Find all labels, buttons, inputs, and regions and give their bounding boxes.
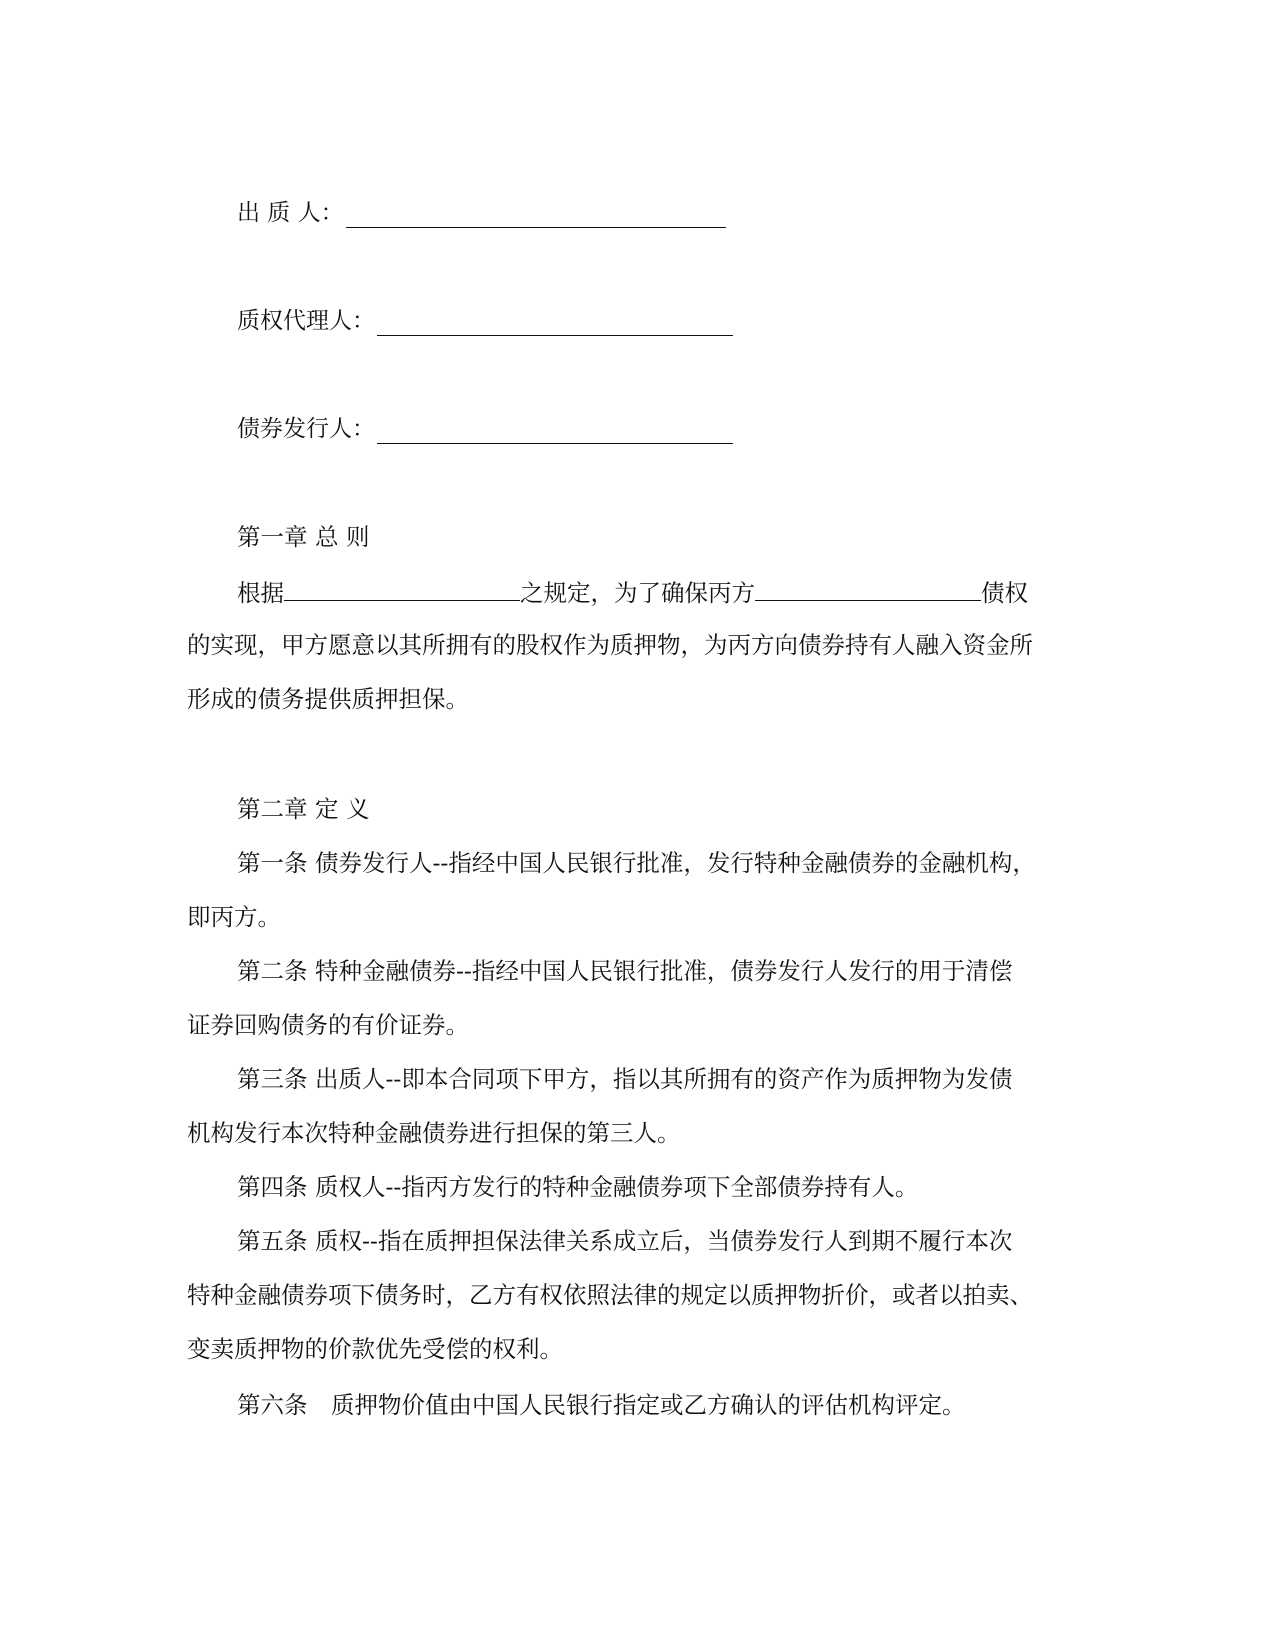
article3-line2: 机构发行本次特种金融债券进行担保的第三人。 xyxy=(187,1119,681,1147)
article3-line1: 第三条 出质人--即本合同项下甲方，指以其所拥有的资产作为质押物为发债 xyxy=(237,1065,1013,1093)
chapter1-para-line2: 的实现，甲方愿意以其所拥有的股权作为质押物，为丙方向债券持有人融入资金所 xyxy=(187,631,1033,659)
pledge-agent-field xyxy=(237,306,733,336)
article1-line2: 即丙方。 xyxy=(187,903,281,931)
article5-line2: 特种金融债券项下债务时，乙方有权依照法律的规定以质押物折价，或者以拍卖、 xyxy=(187,1281,1033,1309)
creditor-blank[interactable] xyxy=(755,576,981,601)
pledge-agent-label: 质权代理人： xyxy=(237,308,375,334)
law-blank[interactable] xyxy=(284,576,520,601)
article2-line1: 第二条 特种金融债券--指经中国人民银行批准，债券发行人发行的用于清偿 xyxy=(237,957,1013,985)
pledge-agent-blank[interactable] xyxy=(377,309,733,336)
article5-line3: 变卖质押物的价款优先受偿的权利。 xyxy=(187,1335,563,1363)
chapter1-para-line3: 形成的债务提供质押担保。 xyxy=(187,685,469,713)
article2-line2: 证券回购债务的有价证券。 xyxy=(187,1011,469,1039)
article6-line1: 第六条 质押物价值由中国人民银行指定或乙方确认的评估机构评定。 xyxy=(237,1391,966,1419)
chapter2-heading: 第二章 定 义 xyxy=(237,795,370,823)
pledgor-field xyxy=(237,198,726,228)
chapter1-p1-start: 根据 xyxy=(237,579,284,607)
chapter1-p1-end: 债权 xyxy=(981,579,1028,607)
article1-line1: 第一条 债券发行人--指经中国人民银行批准，发行特种金融债券的金融机构， xyxy=(237,849,1036,877)
chapter1-p1-mid: 之规定，为了确保丙方 xyxy=(520,579,755,607)
pledgor-blank[interactable] xyxy=(346,201,726,228)
chapter1-heading: 第一章 总 则 xyxy=(237,523,370,551)
article4-line1: 第四条 质权人--指丙方发行的特种金融债券项下全部债券持有人。 xyxy=(237,1173,919,1201)
chapter1-para-line1 xyxy=(187,576,1137,606)
bond-issuer-blank[interactable] xyxy=(377,417,733,444)
bond-issuer-field xyxy=(237,414,733,444)
article5-line1: 第五条 质权--指在质押担保法律关系成立后，当债券发行人到期不履行本次 xyxy=(237,1227,1013,1255)
bond-issuer-label: 债券发行人： xyxy=(237,416,375,442)
pledgor-label: 出 质 人： xyxy=(237,200,344,226)
